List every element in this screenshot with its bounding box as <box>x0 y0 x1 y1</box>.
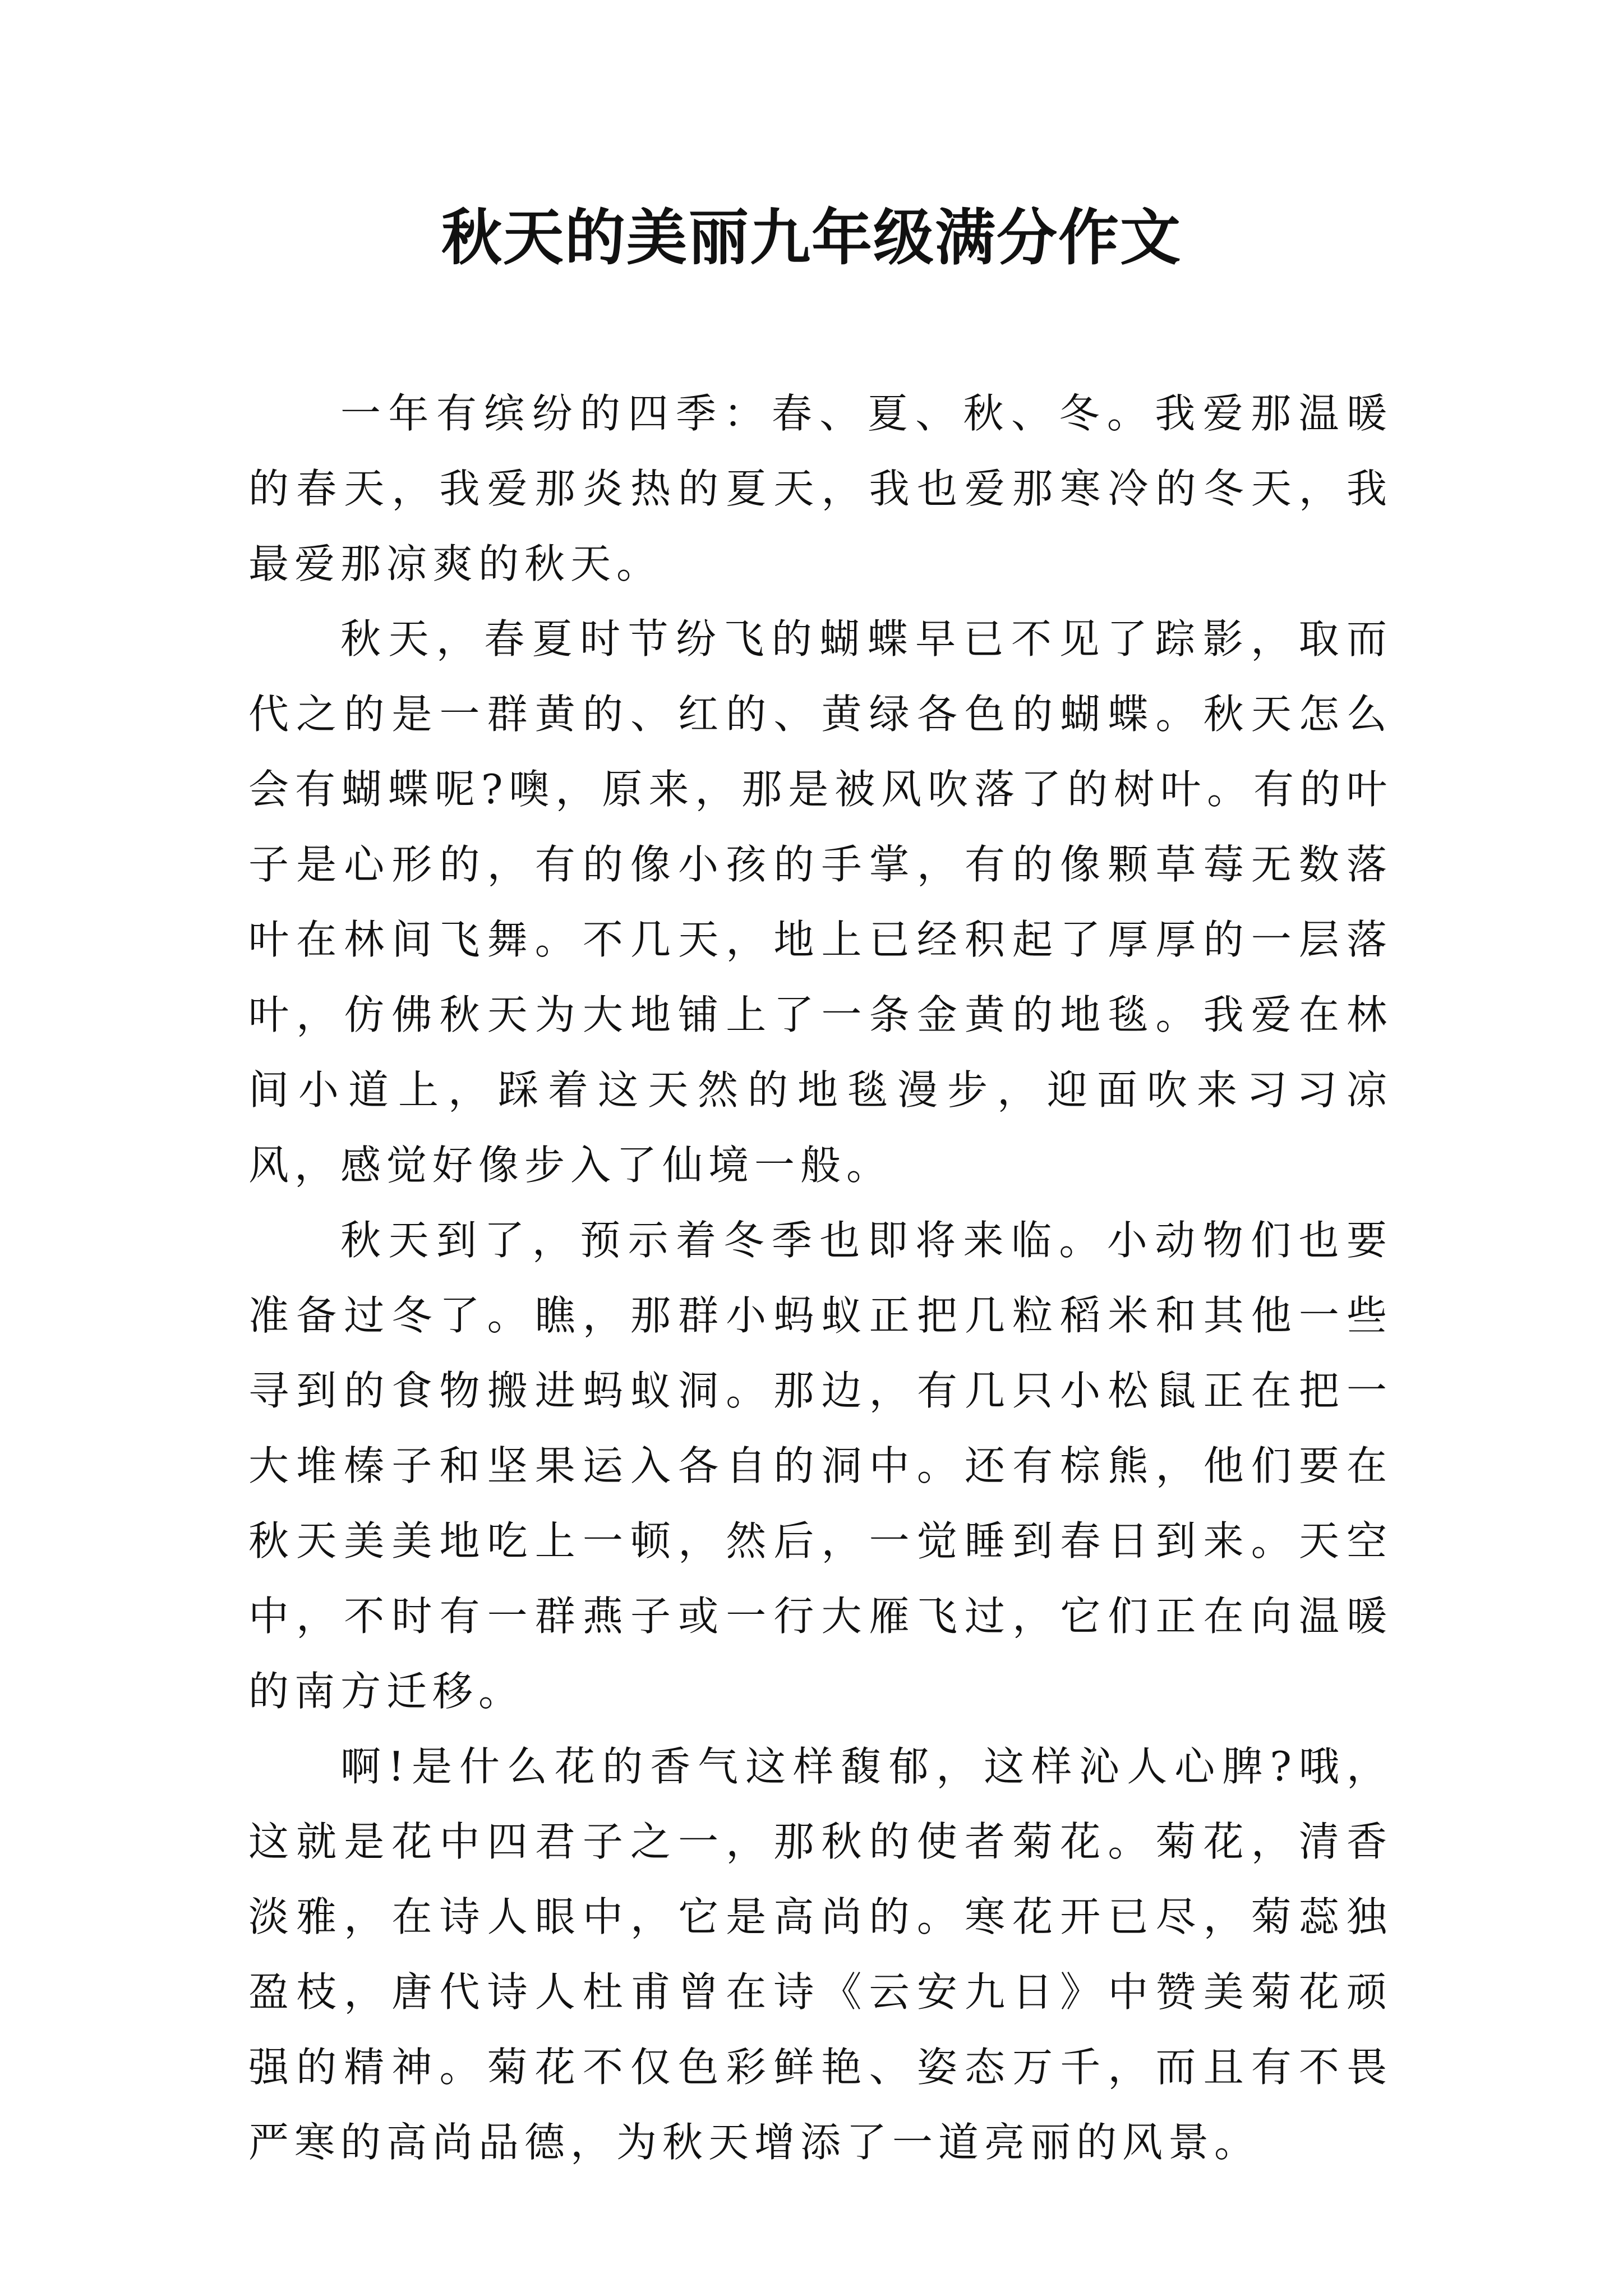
paragraph-2: 秋天，春夏时节纷飞的蝴蝶早已不见了踪影，取而代之的是一群黄的、红的、黄绿各色的蝴蝶。秋天怎么会有蝴蝶呢?噢，原来，那是被风吹落了的树叶。有的叶子是心形的，有的像小孩的手掌，有的像颗草莓无数落叶在林间飞舞。不几天，地上已经积起了厚厚的一层落叶，仿佛秋天为大地铺上了一条金黄的地毯。我爱在林间小道上，踩着这天然的地毯漫步，迎面吹来习习凉风，感觉好像步入了仙境一般。 <box>248 615 1393 1189</box>
document-title: 秋天的美丽九年级满分作文 <box>441 203 1182 273</box>
paragraph-3: 秋天到了，预示着冬季也即将来临。小动物们也要准备过冬了。瞧，那群小蚂蚁正把几粒稻米和其他一些寻到的食物搬进蚂蚁洞。那边，有几只小松鼠正在把一大堆榛子和坚果运入各自的洞中。还有棕熊，他们要在秋天美美地吃上一顿，然后，一觉睡到春日到来。天空中，不时有一群燕子或一行大雁飞过，它们正在向温暖的南方迁移。 <box>248 1217 1393 1715</box>
document-body <box>248 376 1393 2180</box>
paragraph-1: 一年有缤纷的四季：春、夏、秋、冬。我爱那温暖的春天，我爱那炎热的夏天，我也爱那寒冷的冬天，我最爱那凉爽的秋天。 <box>248 390 1393 587</box>
paragraph-4: 啊!是什么花的香气这样馥郁，这样沁人心脾?哦，这就是花中四君子之一，那秋的使者菊花。菊花，清香淡雅，在诗人眼中，它是高尚的。寒花开已尽，菊蕊独盈枝，唐代诗人杜甫曾在诗《云安九日》中赞美菊花顽强的精神。菊花不仅色彩鲜艳、姿态万千，而且有不畏严寒的高尚品德，为秋天增添了一道亮丽的风景。 <box>248 1743 1393 2166</box>
